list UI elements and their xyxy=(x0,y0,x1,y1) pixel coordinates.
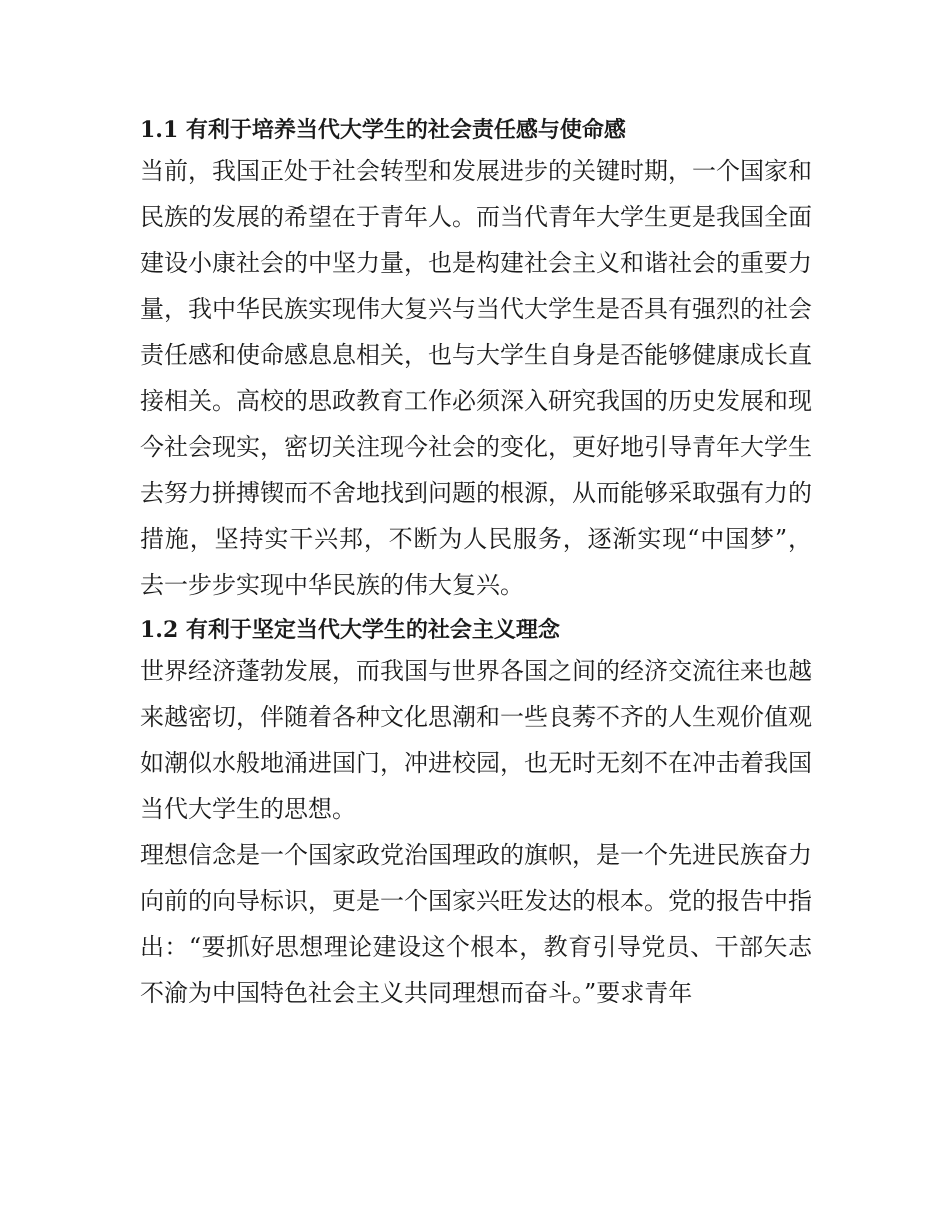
section-heading-1-2: 1.2 有利于坚定当代大学生的社会主义理念 xyxy=(140,617,560,643)
paragraph-1-2-b: 理想信念是一个国家政党治国理政的旗帜，是一个先进民族奋力向前的向导标识，更是一个国家兴旺发达的根本。党的报告中指出：“要抓好思想理论建设这个根本，教育引导党员、干部矢志不渝为中国特色社会主义共同理想而奋斗。”要求青年 xyxy=(140,841,812,1007)
section-heading-1-1: 1.1 有利于培养当代大学生的社会责任感与使命感 xyxy=(140,117,626,143)
paragraph-1-2-a: 世界经济蓬勃发展，而我国与世界各国之间的经济交流往来也越来越密切，伴随着各种文化思潮和一些良莠不齐的人生观价值观如潮似水般地涌进国门，冲进校园，也无时无刻不在冲击着我国当代大学生的思想。 xyxy=(140,657,812,823)
document-page xyxy=(140,112,812,1016)
paragraph-1-1: 当前，我国正处于社会转型和发展进步的关键时期，一个国家和民族的发展的希望在于青年人。而当代青年大学生更是我国全面建设小康社会的中坚力量，也是构建社会主义和谐社会的重要力量，我中华民族实现伟大复兴与当代大学生是否具有强烈的社会责任感和使命感息息相关，也与大学生自身是否能够健康成长直接相关。高校的思政教育工作必须深入研究我国的历史发展和现今社会现实，密切关注现今社会的变化，更好地引导青年大学生去努力拼搏锲而不舍地找到问题的根源，从而能够采取强有力的措施，坚持实干兴邦，不断为人民服务，逐渐实现“中国梦”，去一步步实现中华民族的伟大复兴。 xyxy=(140,157,812,599)
